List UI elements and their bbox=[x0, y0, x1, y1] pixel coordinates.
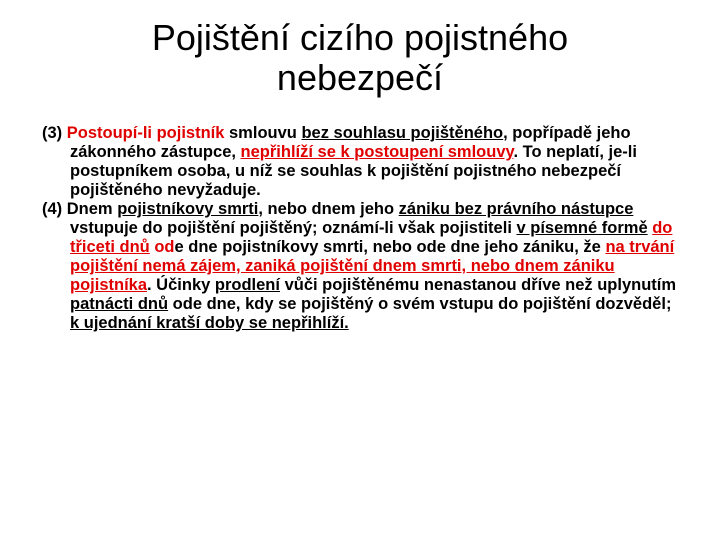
p4-red-underlined-text: do třiceti dnů bbox=[70, 219, 673, 256]
p4-underlined-text: k ujednání kratší doby se nepřihlíží. bbox=[70, 314, 349, 332]
p4-underlined-text: pojistníkovy smrti bbox=[117, 200, 259, 218]
slide-title-line2: nebezpečí bbox=[276, 57, 444, 98]
p4-underlined-text: v písemné formě bbox=[516, 219, 648, 237]
p4-text: vstupuje do pojištění pojištěný; oznámí-li však pojistiteli bbox=[70, 219, 517, 237]
p3-text: smlouvu bbox=[224, 124, 302, 142]
p4-red-text: od bbox=[149, 238, 175, 256]
p3-red-text: Postoupí-li pojistník bbox=[66, 124, 225, 142]
p4-text: ode dne, kdy se pojištěný o svém vstupu do pojištění dozvěděl; bbox=[168, 295, 672, 313]
paragraph-3 bbox=[42, 124, 682, 200]
p4-text: (4) Dnem bbox=[42, 200, 118, 218]
p3-underlined-text: bez souhlasu pojištěného bbox=[301, 124, 504, 142]
p4-text: vůči pojištěnému nenastanou dříve než uplynutím bbox=[279, 276, 677, 294]
slide-body bbox=[42, 124, 682, 333]
p4-text: , nebo dnem jeho bbox=[258, 200, 399, 218]
slide-title-line1: Pojištění cizího pojistného bbox=[151, 17, 569, 58]
p4-underlined-text: zániku bez právního nástupce bbox=[398, 200, 634, 218]
p4-red-underlined-text: na trvání pojištění nemá zájem, zaniká pojištění dnem smrti, nebo dnem zániku pojistníka bbox=[70, 238, 675, 294]
p4-underlined-text: patnácti dnů bbox=[70, 295, 169, 313]
p4-text: . Účinky bbox=[147, 276, 215, 294]
p3-text: , popřípadě jeho zákonného zástupce, bbox=[70, 124, 631, 161]
p3-red-underlined-text: nepřihlíží se k postoupení smlouvy bbox=[240, 143, 514, 161]
p3-number: (3) bbox=[42, 124, 67, 142]
paragraph-4 bbox=[42, 200, 682, 333]
p3-text: . To neplatí, je-li postupníkem osoba, u níž se souhlas k pojištění pojistného nebezpečí pojištěného nevyžaduje. bbox=[70, 143, 637, 199]
p4-text: e dne pojistníkovy smrti, nebo ode dne jeho zániku, že bbox=[174, 238, 606, 256]
slide-title bbox=[60, 18, 660, 98]
p4-underlined-text: prodlení bbox=[214, 276, 280, 294]
